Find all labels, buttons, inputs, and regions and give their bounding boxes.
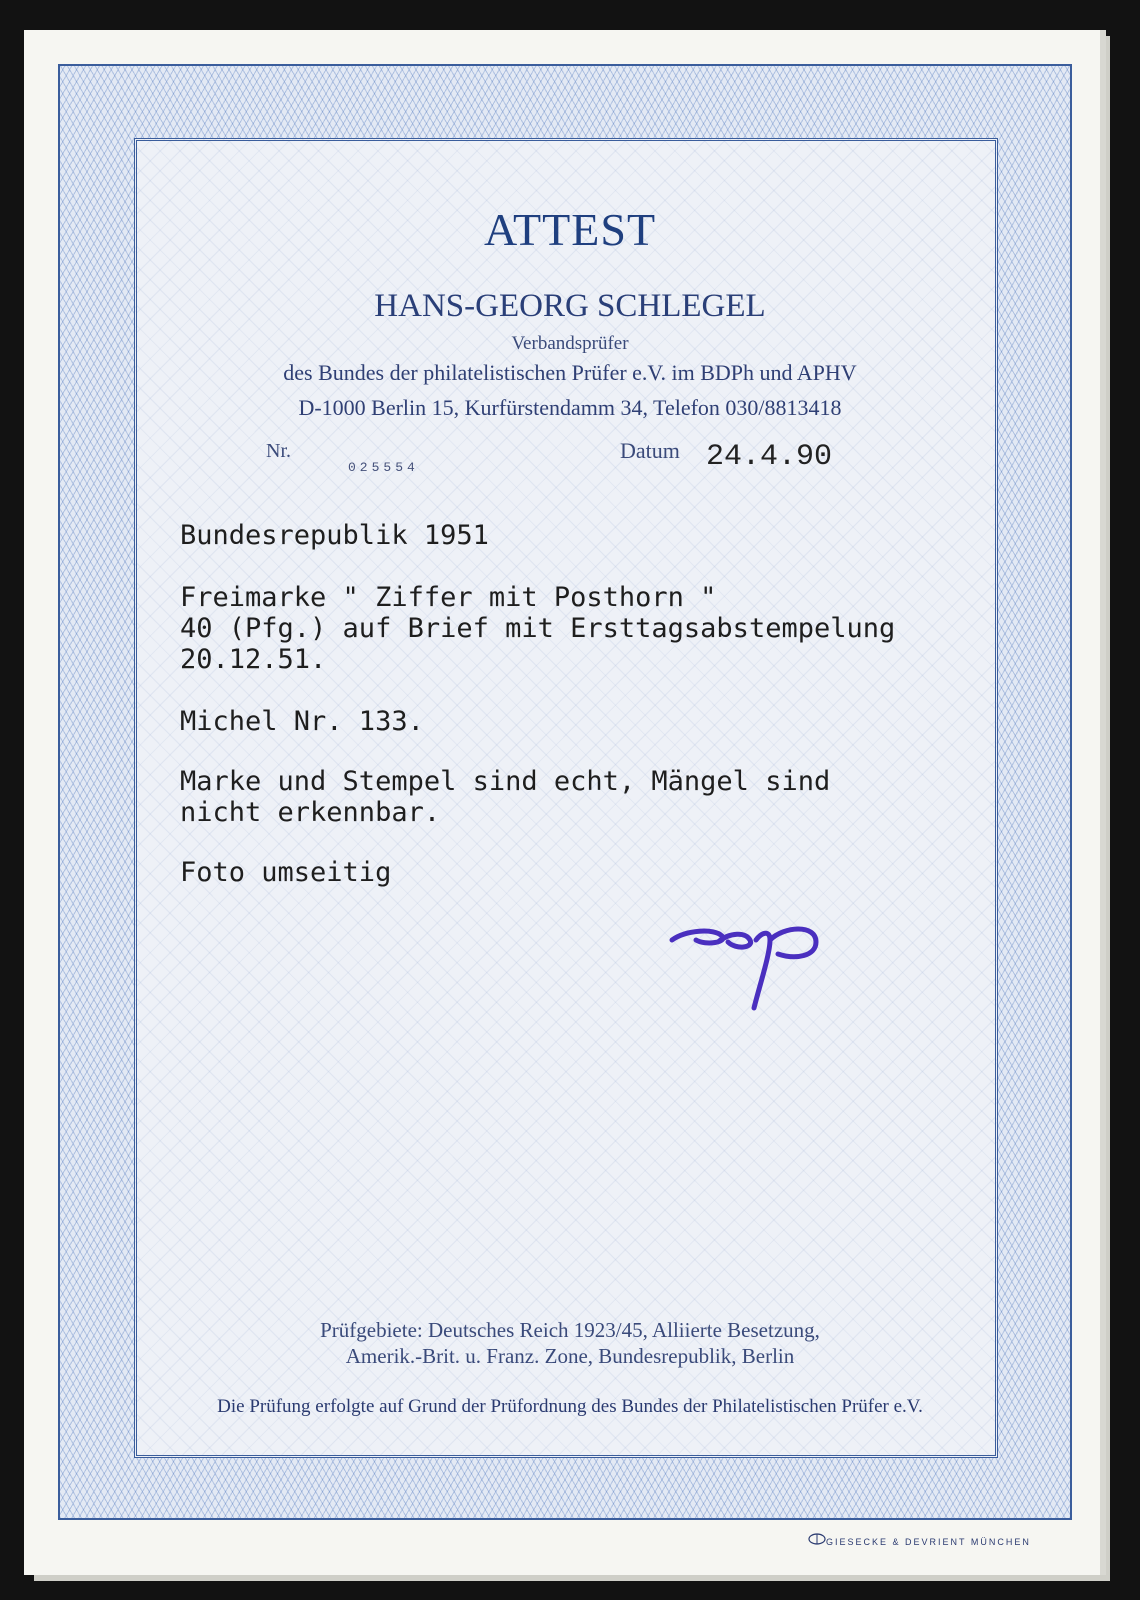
number-label: Nr. xyxy=(266,440,291,462)
body-line-date: 20.12.51. xyxy=(180,644,327,675)
body-line-verdict-cont: nicht erkennbar. xyxy=(180,797,441,828)
body-line-value: 40 (Pfg.) auf Brief mit Ersttagsabstempelung xyxy=(180,613,896,644)
address-line: D-1000 Berlin 15, Kurfürstendamm 34, Telefon 030/8813418 xyxy=(298,395,842,420)
document-title: ATTEST xyxy=(483,204,657,255)
body-line-verdict: Marke und Stempel sind echt, Mängel sind xyxy=(180,766,831,797)
body-line-michel: Michel Nr. 133. xyxy=(180,706,424,737)
footer-scope-line1: Prüfgebiete: Deutsches Reich 1923/45, Alliierte Besetzung, xyxy=(320,1318,820,1342)
examiner-name: HANS-GEORG SCHLEGEL xyxy=(374,288,766,324)
date-label: Datum xyxy=(620,438,680,463)
body-line-photo: Foto umseitig xyxy=(180,857,392,888)
footer-regulation: Die Prüfung erfolgte auf Grund der Prüfordnung des Bundes der Philatelistischen Prüfer e.V. xyxy=(217,1396,923,1417)
examiner-role: Verbandsprüfer xyxy=(511,333,629,354)
printer-logo-icon xyxy=(808,1533,826,1545)
signature xyxy=(666,910,846,1030)
footer-scope-line2: Amerik.-Brit. u. Franz. Zone, Bundesrepublik, Berlin xyxy=(345,1344,795,1368)
printer-imprint: GIESECKE & DEVRIENT MÜNCHEN xyxy=(826,1537,1031,1547)
certificate-number: 025554 xyxy=(348,460,419,475)
association-line: des Bundes der philatelistischen Prüfer e.V. im BDPh und APHV xyxy=(283,360,857,385)
body-line-stamp: Freimarke " Ziffer mit Posthorn " xyxy=(180,582,717,613)
certificate-date: 24.4.90 xyxy=(706,440,833,474)
body-line-issue: Bundesrepublik 1951 xyxy=(180,520,489,551)
